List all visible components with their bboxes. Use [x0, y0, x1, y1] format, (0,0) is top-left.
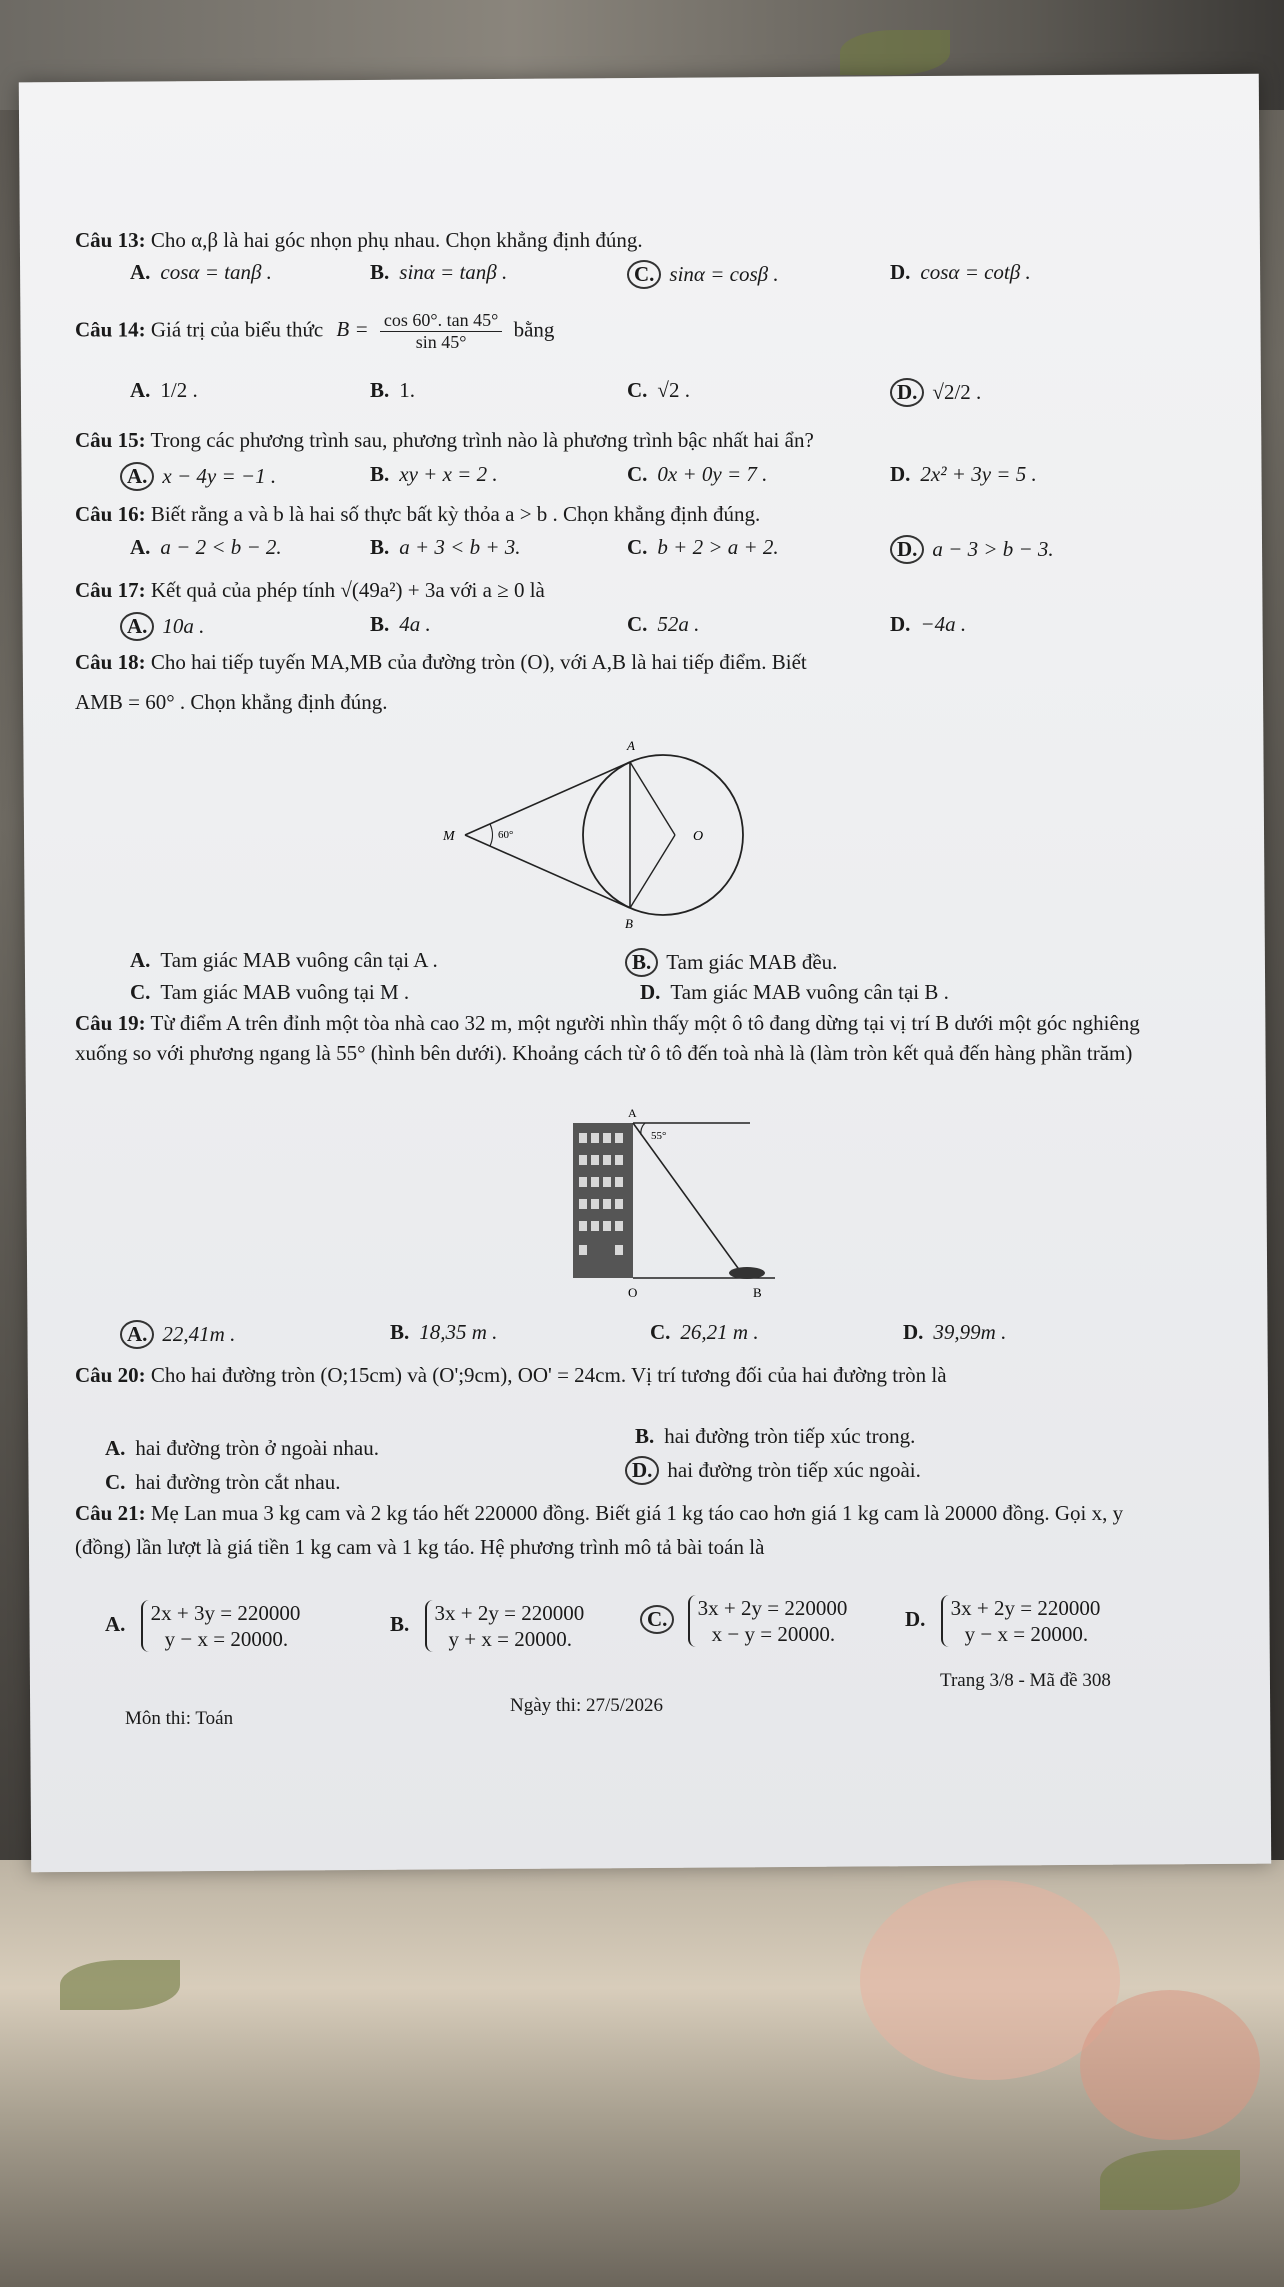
question-number: Câu 13:: [75, 228, 146, 252]
answer-circle: A.: [120, 1320, 154, 1349]
question-text: Cho hai đường tròn (O;15cm) và (O';9cm), OO' = 24cm. Vị trí tương đối của hai đường tròn là: [150, 1363, 947, 1387]
option-b[interactable]: B. a + 3 < b + 3.: [370, 535, 521, 559]
fabric-leaf: [60, 1960, 180, 2010]
answer-circle: D.: [625, 1456, 659, 1485]
angle-arc: [641, 1123, 645, 1135]
circle-o: [583, 755, 743, 915]
question-text: Trong các phương trình sau, phương trình nào là phương trình bậc nhất hai ẩn?: [150, 428, 814, 452]
question-number: Câu 20:: [75, 1363, 146, 1387]
question-19: [75, 1008, 1155, 1068]
question-text: Từ điểm A trên đỉnh một tòa nhà cao 32 m, một người nhìn thấy một ô tô đang dừng tại vị trí B dưới một góc nghiêng xuống so với phương ngang là 55° (hình bên dưới). Khoảng cách từ ô tô đến toà nhà là (làm tròn kết quả đến hàng phần trăm): [75, 1011, 1140, 1065]
label-b: B: [753, 1285, 762, 1300]
option-a[interactable]: A. Tam giác MAB vuông cân tại A .: [130, 948, 438, 972]
option-c[interactable]: C. 52a .: [627, 612, 700, 636]
option-c[interactable]: C. sinα = cosβ .: [627, 260, 779, 289]
equation-system: 3x + 2y = 220000 y + x = 20000.: [425, 1600, 585, 1652]
footer-subject: Môn thi: Toán: [125, 1708, 234, 1729]
footer-page: Trang 3/8 - Mã đề 308: [940, 1670, 1111, 1691]
option-d[interactable]: D. −4a .: [890, 612, 967, 636]
option-a[interactable]: A. 1/2 .: [130, 378, 198, 402]
tangent-circle-figure: [435, 730, 835, 930]
fabric-leaf: [1100, 2150, 1240, 2210]
option-d[interactable]: D. hai đường tròn tiếp xúc ngoài.: [625, 1456, 921, 1485]
radius-oa: [630, 762, 675, 835]
answer-circle: C.: [640, 1605, 674, 1634]
label-b: B: [625, 916, 633, 930]
answer-circle: B.: [625, 948, 658, 977]
question-number: Câu 21:: [75, 1501, 146, 1525]
question-number: Câu 16:: [75, 502, 146, 526]
equation-system: 2x + 3y = 220000 y − x = 20000.: [141, 1600, 301, 1652]
question-16: [75, 502, 760, 527]
label-o: O: [628, 1285, 638, 1300]
option-b[interactable]: B. sinα = tanβ .: [370, 260, 508, 284]
option-d[interactable]: D. cosα = cotβ .: [890, 260, 1031, 284]
question-number: Câu 18:: [75, 650, 146, 674]
question-18-line2: AMB = 60° . Chọn khẳng định đúng.: [75, 690, 388, 714]
option-b[interactable]: B. 1.: [370, 378, 416, 402]
option-b[interactable]: B. hai đường tròn tiếp xúc trong.: [635, 1424, 916, 1448]
label-angle: 55°: [651, 1130, 667, 1142]
option-c[interactable]: C. hai đường tròn cắt nhau.: [105, 1470, 341, 1494]
question-13: [75, 228, 643, 253]
equation-system: 3x + 2y = 220000 x − y = 20000.: [688, 1595, 848, 1647]
answer-circle: C.: [627, 260, 661, 289]
question-text: Cho α,β là hai góc nhọn phụ nhau. Chọn khẳng định đúng.: [150, 228, 643, 252]
option-c[interactable]: C. Tam giác MAB vuông tại M .: [130, 980, 410, 1004]
equation-system: 3x + 2y = 220000 y − x = 20000.: [941, 1595, 1101, 1647]
answer-circle: D.: [890, 378, 924, 407]
option-c[interactable]: C. b + 2 > a + 2.: [627, 535, 779, 559]
line-of-sight: [633, 1123, 743, 1275]
question-text: Mẹ Lan mua 3 kg cam và 2 kg táo hết 220000 đồng. Biết giá 1 kg táo cao hơn giá 1 kg cam là 20000 đồng. Gọi x, y (đồng) lần lượt là giá tiền 1 kg cam và 1 kg táo. Hệ phương trình mô tả bài toán là: [75, 1501, 1124, 1559]
option-c[interactable]: [640, 1595, 847, 1647]
option-c[interactable]: C. 0x + 0y = 7 .: [627, 462, 768, 486]
footer-date: Ngày thi: 27/5/2026: [510, 1695, 664, 1716]
question-17: [75, 578, 545, 603]
option-c[interactable]: C. √2 .: [627, 378, 690, 402]
option-d[interactable]: D. a − 3 > b − 3.: [890, 535, 1054, 564]
label-angle: 60°: [498, 829, 514, 841]
building-figure: [485, 1105, 815, 1305]
option-a[interactable]: A. cosα = tanβ .: [130, 260, 272, 284]
car-icon: [729, 1267, 765, 1279]
question-number: Câu 15:: [75, 428, 146, 452]
option-d[interactable]: D. 2x² + 3y = 5 .: [890, 462, 1037, 486]
fabric-leaf: [840, 30, 950, 75]
question-20: [75, 1353, 1155, 1397]
angle-arc: [490, 824, 492, 846]
option-a[interactable]: A. x − 4y = −1 .: [120, 462, 276, 491]
option-a[interactable]: A. 2x + 3y = 220000 y − x = 20000.: [105, 1601, 301, 1651]
option-a[interactable]: A. a − 2 < b − 2.: [130, 535, 282, 559]
tangent-ma: [465, 762, 630, 835]
answer-circle: A.: [120, 612, 154, 641]
option-b[interactable]: B. 18,35 m .: [390, 1320, 498, 1344]
option-b[interactable]: B. 4a .: [370, 612, 431, 636]
option-a[interactable]: A. 22,41m .: [120, 1320, 235, 1349]
label-a: A: [627, 738, 635, 753]
question-text: Cho hai tiếp tuyến MA,MB của đường tròn (O), với A,B là hai tiếp điểm. Biết: [150, 650, 807, 674]
option-d[interactable]: D. √2/2 .: [890, 378, 981, 407]
question-number: Câu 19:: [75, 1011, 146, 1035]
label-a: A: [628, 1106, 637, 1120]
question-number: Câu 14:: [75, 317, 146, 342]
option-d[interactable]: D. Tam giác MAB vuông cân tại B .: [640, 980, 949, 1004]
option-c[interactable]: C. 26,21 m .: [650, 1320, 759, 1344]
question-15: [75, 428, 814, 453]
option-a[interactable]: A. hai đường tròn ở ngoài nhau.: [105, 1436, 379, 1460]
fabric-flower: [1080, 1990, 1260, 2140]
question-14: Câu 14: Giá trị của biểu thức B = $\frac{\cos 60^\circ. \tan 45^\circ}{\sin 45^\circ}$ bằng: [75, 310, 555, 352]
option-a[interactable]: A. 10a .: [120, 612, 204, 641]
question-text: Biết rằng a và b là hai số thực bất kỳ thỏa a > b . Chọn khẳng định đúng.: [150, 502, 761, 526]
question-18: [75, 650, 807, 675]
option-d[interactable]: D. 3x + 2y = 220000 y − x = 20000.: [905, 1596, 1101, 1646]
question-text: Kết quả của phép tính √(49a²) + 3a với a ≥ 0 là: [150, 578, 545, 602]
answer-circle: D.: [890, 535, 924, 564]
radius-ob: [630, 835, 675, 908]
answer-circle: A.: [120, 462, 154, 491]
option-d[interactable]: D. 39,99m .: [903, 1320, 1007, 1344]
label-m: M: [443, 829, 455, 844]
question-21: [75, 1496, 1155, 1564]
label-o: O: [693, 829, 704, 844]
option-b[interactable]: B. 3x + 2y = 220000 y + x = 20000.: [390, 1601, 585, 1651]
fraction: $\frac{\cos 60^\circ. \tan 45^\circ}{\sin 45^\circ}$: [380, 310, 502, 353]
tangent-mb: [465, 835, 630, 908]
question-number: Câu 17:: [75, 578, 146, 602]
option-b[interactable]: B. Tam giác MAB đều.: [625, 948, 837, 977]
option-b[interactable]: B. xy + x = 2 .: [370, 462, 498, 486]
